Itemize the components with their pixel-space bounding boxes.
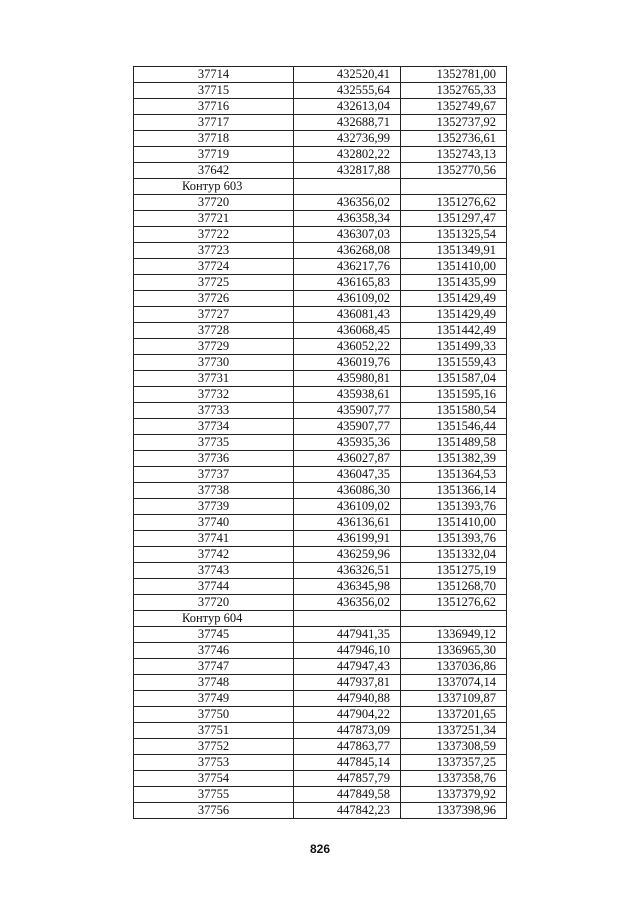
table-row: [134, 403, 507, 419]
point-number-cell: 37749: [134, 691, 294, 707]
x-coordinate-cell: 436326,51: [294, 563, 401, 579]
point-number-cell: 37719: [134, 147, 294, 163]
y-coordinate-cell: 1351268,70: [401, 579, 507, 595]
y-coordinate-cell: 1351276,62: [401, 595, 507, 611]
y-coordinate-cell: 1351410,00: [401, 259, 507, 275]
y-coordinate-cell: 1352765,33: [401, 83, 507, 99]
table-row: [134, 163, 507, 179]
table-row: [134, 691, 507, 707]
x-coordinate-cell: 447863,77: [294, 739, 401, 755]
empty-cell: [401, 179, 507, 195]
x-coordinate-cell: 436136,61: [294, 515, 401, 531]
point-number-cell: 37717: [134, 115, 294, 131]
table-row: [134, 499, 507, 515]
point-number-cell: 37736: [134, 451, 294, 467]
y-coordinate-cell: 1351559,43: [401, 355, 507, 371]
empty-cell: [401, 611, 507, 627]
y-coordinate-cell: 1351587,04: [401, 371, 507, 387]
table-row: [134, 675, 507, 691]
contour-header-row: [134, 179, 507, 195]
table-row: [134, 323, 507, 339]
table-row: [134, 739, 507, 755]
table-row: [134, 723, 507, 739]
x-coordinate-cell: 436052,22: [294, 339, 401, 355]
x-coordinate-cell: 435907,77: [294, 419, 401, 435]
point-number-cell: 37740: [134, 515, 294, 531]
point-number-cell: 37715: [134, 83, 294, 99]
x-coordinate-cell: 432802,22: [294, 147, 401, 163]
table-row: [134, 291, 507, 307]
y-coordinate-cell: 1351366,14: [401, 483, 507, 499]
table-row: [134, 131, 507, 147]
table-row: [134, 227, 507, 243]
table-row: [134, 755, 507, 771]
empty-cell: [294, 611, 401, 627]
y-coordinate-cell: 1352770,56: [401, 163, 507, 179]
y-coordinate-cell: 1351489,58: [401, 435, 507, 451]
x-coordinate-cell: 436019,76: [294, 355, 401, 371]
x-coordinate-cell: 436047,35: [294, 467, 401, 483]
point-number-cell: 37752: [134, 739, 294, 755]
x-coordinate-cell: 447873,09: [294, 723, 401, 739]
y-coordinate-cell: 1337379,92: [401, 787, 507, 803]
x-coordinate-cell: 436199,91: [294, 531, 401, 547]
point-number-cell: 37726: [134, 291, 294, 307]
point-number-cell: 37741: [134, 531, 294, 547]
y-coordinate-cell: 1337251,34: [401, 723, 507, 739]
table-row: [134, 371, 507, 387]
point-number-cell: 37743: [134, 563, 294, 579]
x-coordinate-cell: 447849,58: [294, 787, 401, 803]
point-number-cell: 37739: [134, 499, 294, 515]
empty-cell: [294, 179, 401, 195]
x-coordinate-cell: 436081,43: [294, 307, 401, 323]
point-number-cell: 37748: [134, 675, 294, 691]
x-coordinate-cell: 432613,04: [294, 99, 401, 115]
y-coordinate-cell: 1351429,49: [401, 291, 507, 307]
table-row: [134, 451, 507, 467]
table-row: [134, 195, 507, 211]
x-coordinate-cell: 432736,99: [294, 131, 401, 147]
point-number-cell: 37750: [134, 707, 294, 723]
table-row: [134, 147, 507, 163]
point-number-cell: 37732: [134, 387, 294, 403]
y-coordinate-cell: 1351297,47: [401, 211, 507, 227]
y-coordinate-cell: 1352743,13: [401, 147, 507, 163]
y-coordinate-cell: 1352737,92: [401, 115, 507, 131]
table-row: [134, 307, 507, 323]
x-coordinate-cell: 436356,02: [294, 595, 401, 611]
y-coordinate-cell: 1351442,49: [401, 323, 507, 339]
point-number-cell: 37729: [134, 339, 294, 355]
table-row: [134, 643, 507, 659]
table-row: [134, 259, 507, 275]
x-coordinate-cell: 436356,02: [294, 195, 401, 211]
point-number-cell: 37723: [134, 243, 294, 259]
y-coordinate-cell: 1337357,25: [401, 755, 507, 771]
table-row: [134, 771, 507, 787]
point-number-cell: 37746: [134, 643, 294, 659]
point-number-cell: 37720: [134, 595, 294, 611]
point-number-cell: 37720: [134, 195, 294, 211]
y-coordinate-cell: 1351364,53: [401, 467, 507, 483]
point-number-cell: 37756: [134, 803, 294, 819]
x-coordinate-cell: 447845,14: [294, 755, 401, 771]
y-coordinate-cell: 1351276,62: [401, 195, 507, 211]
table-row: [134, 531, 507, 547]
x-coordinate-cell: 447940,88: [294, 691, 401, 707]
point-number-cell: 37730: [134, 355, 294, 371]
table-row: [134, 707, 507, 723]
x-coordinate-cell: 436109,02: [294, 291, 401, 307]
y-coordinate-cell: 1352749,67: [401, 99, 507, 115]
table-row: [134, 579, 507, 595]
point-number-cell: 37734: [134, 419, 294, 435]
y-coordinate-cell: 1337074,14: [401, 675, 507, 691]
y-coordinate-cell: 1351393,76: [401, 499, 507, 515]
table-row: [134, 211, 507, 227]
y-coordinate-cell: 1351393,76: [401, 531, 507, 547]
contour-label: Контур 604: [134, 611, 294, 627]
point-number-cell: 37642: [134, 163, 294, 179]
table-row: [134, 387, 507, 403]
point-number-cell: 37724: [134, 259, 294, 275]
point-number-cell: 37735: [134, 435, 294, 451]
x-coordinate-cell: 447937,81: [294, 675, 401, 691]
y-coordinate-cell: 1351546,44: [401, 419, 507, 435]
x-coordinate-cell: 447947,43: [294, 659, 401, 675]
y-coordinate-cell: 1337358,76: [401, 771, 507, 787]
table-row: [134, 483, 507, 499]
point-number-cell: 37744: [134, 579, 294, 595]
point-number-cell: 37721: [134, 211, 294, 227]
table-row: [134, 467, 507, 483]
x-coordinate-cell: 432555,64: [294, 83, 401, 99]
coordinates-table: [133, 66, 507, 819]
y-coordinate-cell: 1351429,49: [401, 307, 507, 323]
point-number-cell: 37722: [134, 227, 294, 243]
table-row: [134, 787, 507, 803]
x-coordinate-cell: 436345,98: [294, 579, 401, 595]
x-coordinate-cell: 436109,02: [294, 499, 401, 515]
x-coordinate-cell: 436086,30: [294, 483, 401, 499]
x-coordinate-cell: 435980,81: [294, 371, 401, 387]
contour-label: Контур 603: [134, 179, 294, 195]
table-row: [134, 115, 507, 131]
x-coordinate-cell: 432817,88: [294, 163, 401, 179]
point-number-cell: 37747: [134, 659, 294, 675]
x-coordinate-cell: 447904,22: [294, 707, 401, 723]
table-row: [134, 563, 507, 579]
y-coordinate-cell: 1352781,00: [401, 67, 507, 83]
point-number-cell: 37728: [134, 323, 294, 339]
x-coordinate-cell: 432688,71: [294, 115, 401, 131]
x-coordinate-cell: 436358,34: [294, 211, 401, 227]
y-coordinate-cell: 1351382,39: [401, 451, 507, 467]
x-coordinate-cell: 435935,36: [294, 435, 401, 451]
point-number-cell: 37755: [134, 787, 294, 803]
x-coordinate-cell: 436259,96: [294, 547, 401, 563]
table-row: [134, 627, 507, 643]
table-row: [134, 435, 507, 451]
table-row: [134, 803, 507, 819]
table-row: [134, 99, 507, 115]
table-row: [134, 243, 507, 259]
point-number-cell: 37753: [134, 755, 294, 771]
y-coordinate-cell: 1351595,16: [401, 387, 507, 403]
y-coordinate-cell: 1337036,86: [401, 659, 507, 675]
table-row: [134, 355, 507, 371]
point-number-cell: 37754: [134, 771, 294, 787]
x-coordinate-cell: 435907,77: [294, 403, 401, 419]
point-number-cell: 37737: [134, 467, 294, 483]
y-coordinate-cell: 1351499,33: [401, 339, 507, 355]
point-number-cell: 37714: [134, 67, 294, 83]
table-row: [134, 547, 507, 563]
point-number-cell: 37731: [134, 371, 294, 387]
page-number: 826: [309, 842, 331, 856]
point-number-cell: 37727: [134, 307, 294, 323]
y-coordinate-cell: 1336965,30: [401, 643, 507, 659]
y-coordinate-cell: 1351580,54: [401, 403, 507, 419]
x-coordinate-cell: 436165,83: [294, 275, 401, 291]
x-coordinate-cell: 447941,35: [294, 627, 401, 643]
point-number-cell: 37738: [134, 483, 294, 499]
table-row: [134, 515, 507, 531]
y-coordinate-cell: 1337398,96: [401, 803, 507, 819]
table-row: [134, 595, 507, 611]
table-row: [134, 275, 507, 291]
x-coordinate-cell: 436307,03: [294, 227, 401, 243]
point-number-cell: 37718: [134, 131, 294, 147]
point-number-cell: 37725: [134, 275, 294, 291]
x-coordinate-cell: 436268,08: [294, 243, 401, 259]
x-coordinate-cell: 432520,41: [294, 67, 401, 83]
y-coordinate-cell: 1352736,61: [401, 131, 507, 147]
x-coordinate-cell: 435938,61: [294, 387, 401, 403]
table-row: [134, 83, 507, 99]
table-row: [134, 659, 507, 675]
y-coordinate-cell: 1351410,00: [401, 515, 507, 531]
y-coordinate-cell: 1337201,65: [401, 707, 507, 723]
point-number-cell: 37742: [134, 547, 294, 563]
y-coordinate-cell: 1351435,99: [401, 275, 507, 291]
y-coordinate-cell: 1337308,59: [401, 739, 507, 755]
table-row: [134, 419, 507, 435]
table-row: [134, 67, 507, 83]
point-number-cell: 37716: [134, 99, 294, 115]
point-number-cell: 37745: [134, 627, 294, 643]
coordinates-table-body: [134, 67, 507, 819]
point-number-cell: 37733: [134, 403, 294, 419]
x-coordinate-cell: 436068,45: [294, 323, 401, 339]
y-coordinate-cell: 1351275,19: [401, 563, 507, 579]
table-row: [134, 339, 507, 355]
y-coordinate-cell: 1351325,54: [401, 227, 507, 243]
x-coordinate-cell: 436027,87: [294, 451, 401, 467]
y-coordinate-cell: 1351349,91: [401, 243, 507, 259]
y-coordinate-cell: 1336949,12: [401, 627, 507, 643]
x-coordinate-cell: 447842,23: [294, 803, 401, 819]
contour-header-row: [134, 611, 507, 627]
x-coordinate-cell: 447946,10: [294, 643, 401, 659]
y-coordinate-cell: 1337109,87: [401, 691, 507, 707]
point-number-cell: 37751: [134, 723, 294, 739]
x-coordinate-cell: 447857,79: [294, 771, 401, 787]
x-coordinate-cell: 436217,76: [294, 259, 401, 275]
y-coordinate-cell: 1351332,04: [401, 547, 507, 563]
